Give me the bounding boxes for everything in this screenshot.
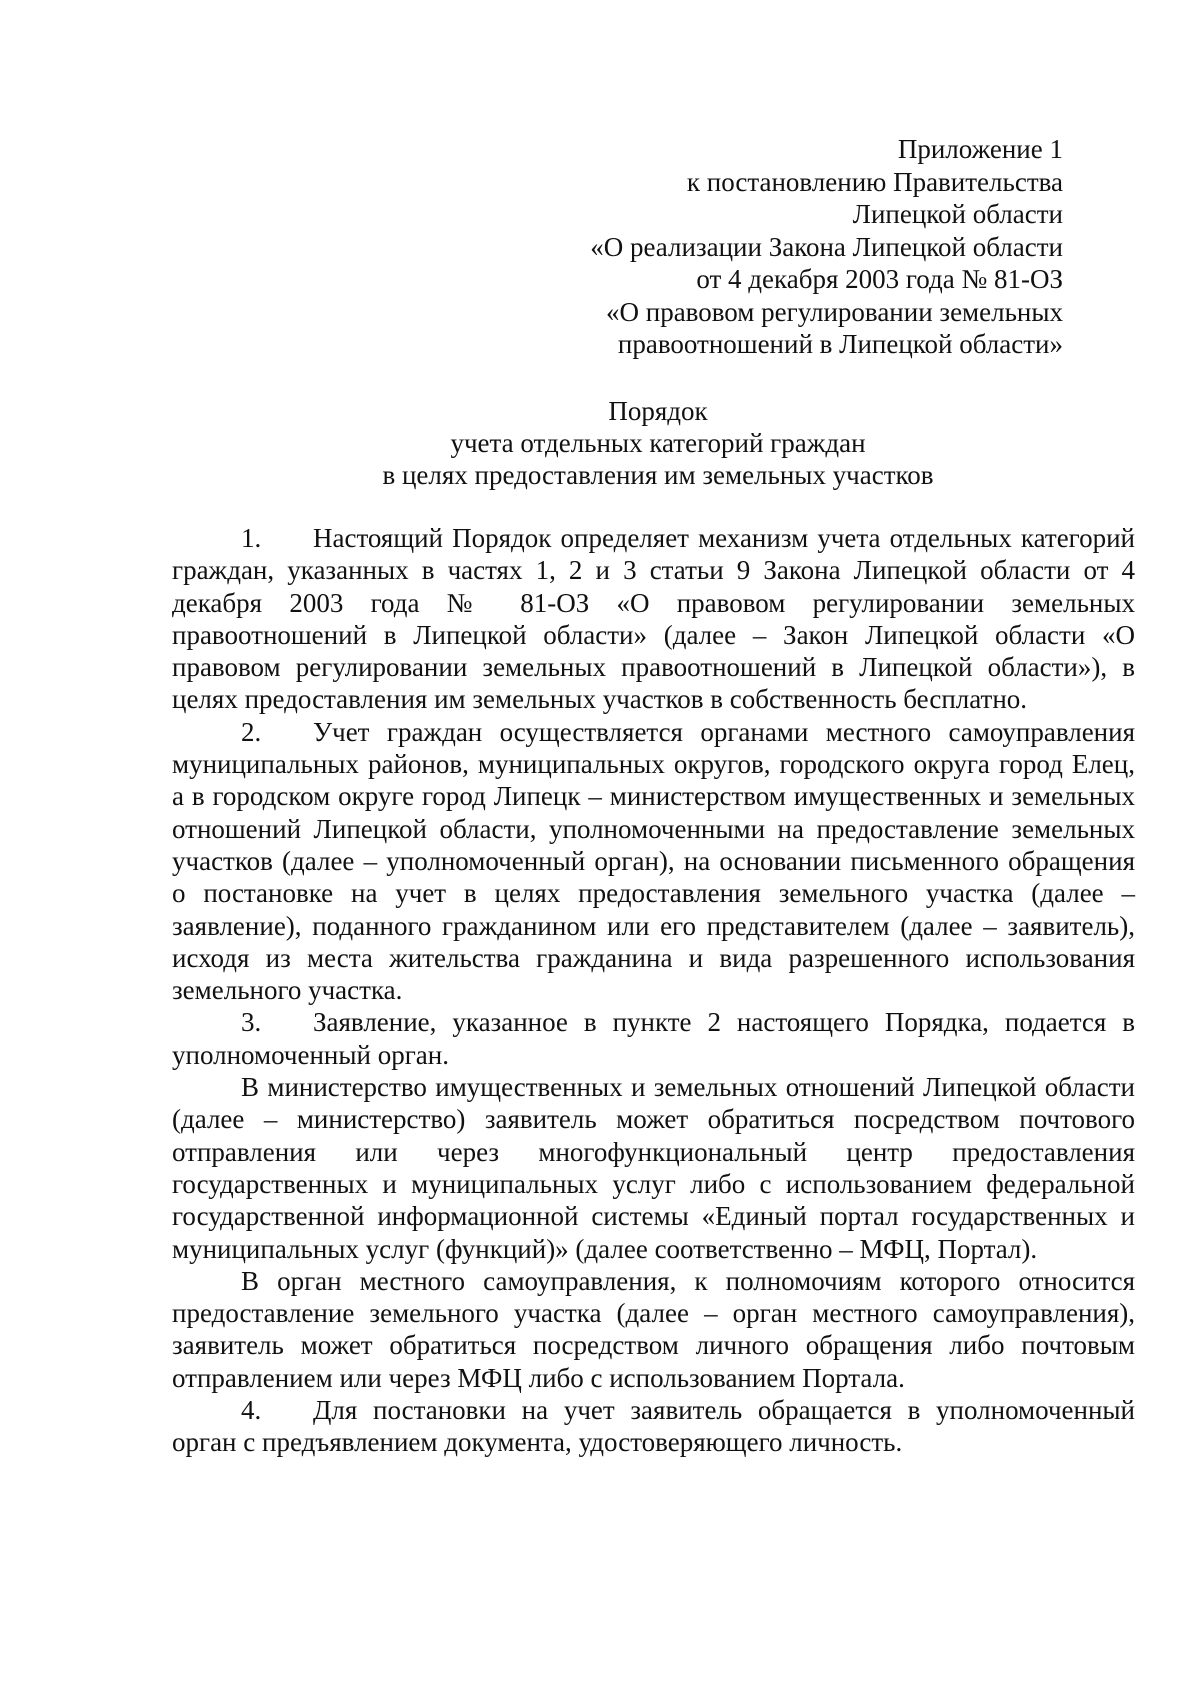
appendix-line: «О правовом регулировании земельных (606, 296, 1063, 327)
paragraph-number: 1. (241, 523, 262, 553)
appendix-line: Приложение 1 (897, 134, 1063, 164)
paragraph-3-local-authority (172, 1265, 1135, 1394)
paragraph-3 (172, 1006, 1135, 1071)
paragraph-2 (172, 716, 1135, 1007)
paragraph-number: 3. (241, 1007, 262, 1038)
document-title: Порядок (608, 396, 708, 426)
paragraph-text: Учет граждан осуществляется органами местного самоуправления муниципальных районов, муниципальных округов, городского округа город Елец, а в городском округе город Липецк – министерством имущественных и земельных отношений Липецкой области, уполномоченными на предоставление земельных участков (далее – уполномоченный орган), на основании письменного обращения о постановке на учет в целях предоставления земельного участка (далее – заявление), поданного гражданином или его представителем (далее – заявитель), исходя из места жительства гражданина и вида разрешенного использования земельного участка. (172, 716, 1135, 1006)
document-subtitle: учета отдельных категорий граждан (450, 428, 866, 458)
document-body (172, 522, 1135, 1459)
appendix-line: Липецкой области (852, 199, 1063, 229)
document-heading (0, 395, 1200, 491)
appendix-line: к постановлению Правительства (686, 166, 1063, 197)
paragraph-4 (172, 1394, 1135, 1459)
document-subtitle: в целях предоставления им земельных участков (382, 460, 934, 490)
paragraph-text: Заявление, указанное в пункте 2 настоящего Порядка, подается в уполномоченный орган. (172, 1007, 1135, 1070)
paragraph-text: Для постановки на учет заявитель обращается в уполномоченный орган с предъявлением документа, удостоверяющего личность. (172, 1395, 1135, 1458)
appendix-block (590, 133, 1063, 361)
paragraph-text: Настоящий Порядок определяет механизм учета отдельных категорий граждан, указанных в частях 1, 2 и 3 статьи 9 Закона Липецкой области от 4 декабря 2003 года № 81-ОЗ «О правовом регулировании земельных правоотношений в Липецкой области» (далее – Закон Липецкой области «О правовом регулировании земельных правоотношений в Липецкой области»), в целях предоставления им земельных участков в собственность бесплатно. (172, 523, 1135, 715)
appendix-line: от 4 декабря 2003 года № 81-ОЗ (696, 264, 1063, 294)
paragraph-text: В министерство имущественных и земельных отношений Липецкой области (далее – министерство) заявитель может обратиться посредством почтового отправления или через многофункциональный центр предоставления государственных и муниципальных услуг либо с использованием федеральной государственной информационной системы «Единый портал государственных и муниципальных услуг (функций)» (далее соответственно – МФЦ, Портал). (172, 1072, 1135, 1264)
paragraph-number: 2. (241, 716, 262, 747)
paragraph-text: В орган местного самоуправления, к полномочиям которого относится предоставление земельного участка (далее – орган местного самоуправления), заявитель может обратиться посредством личного обращения либо почтовым отправлением или через МФЦ либо с использованием Портала. (172, 1265, 1135, 1393)
paragraph-number: 4. (241, 1395, 262, 1426)
paragraph-3-ministry (172, 1071, 1135, 1265)
paragraph-1 (172, 522, 1135, 716)
appendix-line: «О реализации Закона Липецкой области (590, 231, 1063, 262)
appendix-line: правоотношений в Липецкой области» (617, 329, 1063, 359)
